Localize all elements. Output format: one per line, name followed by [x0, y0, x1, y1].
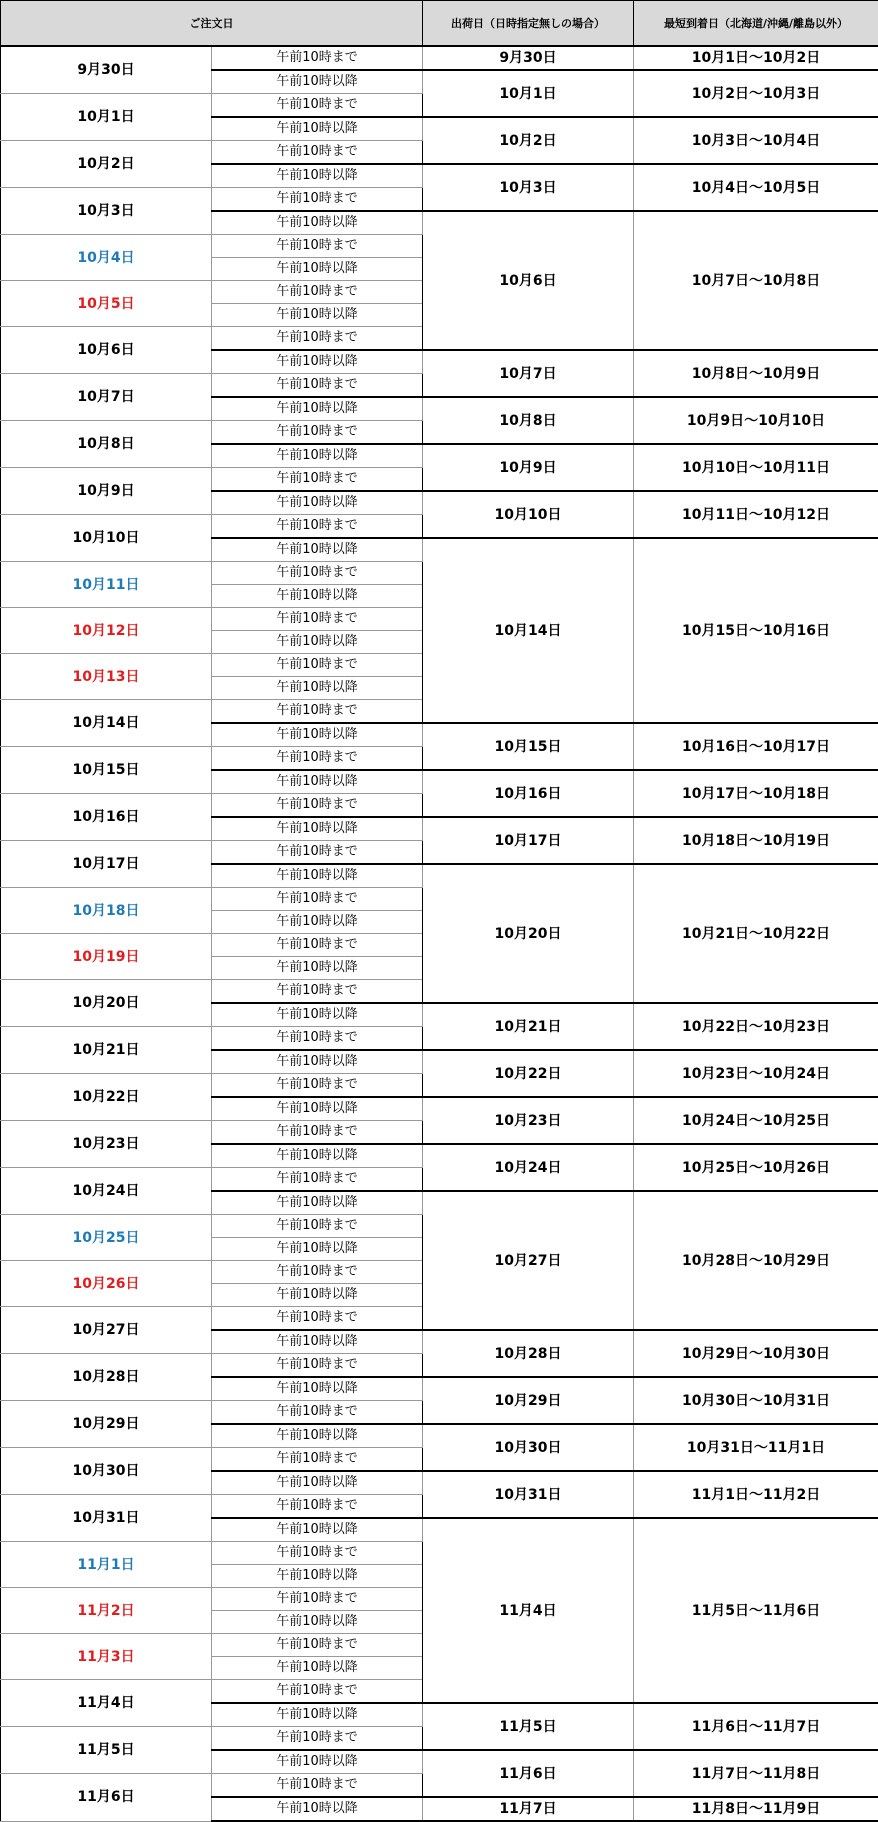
time-before-10am: 午前10時まで — [212, 94, 423, 118]
order-date-cell: 10月14日 — [1, 700, 212, 747]
time-after-10am: 午前10時以降 — [212, 1518, 423, 1542]
time-before-10am: 午前10時まで — [212, 1774, 423, 1798]
order-date-cell: 10月16日 — [1, 794, 212, 841]
time-after-10am: 午前10時以降 — [212, 1377, 423, 1401]
time-after-10am: 午前10時以降 — [212, 1797, 423, 1821]
time-after-10am: 午前10時以降 — [212, 491, 423, 515]
time-before-10am: 午前10時まで — [212, 562, 423, 585]
order-date-cell: 10月17日 — [1, 841, 212, 888]
order-date-cell: 10月1日 — [1, 94, 212, 141]
ship-date-cell: 10月7日 — [423, 350, 634, 397]
order-date-cell: 10月31日 — [1, 1495, 212, 1542]
ship-date-cell: 10月15日 — [423, 723, 634, 770]
arrival-date-cell: 10月28日～10月29日 — [634, 1191, 878, 1330]
arrival-date-cell: 10月11日～10月12日 — [634, 491, 878, 538]
order-date-cell: 9月30日 — [1, 46, 212, 94]
time-before-10am: 午前10時まで — [212, 1074, 423, 1098]
time-after-10am: 午前10時以降 — [212, 1471, 423, 1495]
schedule-body — [1, 46, 878, 1821]
time-before-10am: 午前10時まで — [212, 1542, 423, 1565]
time-before-10am: 午前10時まで — [212, 888, 423, 911]
ship-date-header: 出荷日（日時指定無しの場合） — [423, 1, 634, 47]
ship-date-cell: 10月29日 — [423, 1377, 634, 1424]
arrival-date-cell: 10月29日～10月30日 — [634, 1330, 878, 1377]
time-after-10am: 午前10時以降 — [212, 1657, 423, 1680]
arrival-date-header: 最短到着日（北海道/沖縄/離島以外） — [634, 1, 878, 47]
arrival-date-cell: 11月1日～11月2日 — [634, 1471, 878, 1518]
time-after-10am: 午前10時以降 — [212, 350, 423, 374]
time-after-10am: 午前10時以降 — [212, 397, 423, 421]
time-before-10am: 午前10時まで — [212, 1401, 423, 1425]
time-after-10am: 午前10時以降 — [212, 1003, 423, 1027]
arrival-date-cell: 10月21日～10月22日 — [634, 864, 878, 1003]
order-date-cell: 10月8日 — [1, 421, 212, 468]
time-before-10am: 午前10時まで — [212, 281, 423, 304]
ship-date-cell: 9月30日 — [423, 46, 634, 70]
time-before-10am: 午前10時まで — [212, 1727, 423, 1751]
time-before-10am: 午前10時まで — [212, 1588, 423, 1611]
arrival-date-cell: 10月9日～10月10日 — [634, 397, 878, 444]
order-date-cell: 10月29日 — [1, 1401, 212, 1448]
order-date-cell: 10月26日 — [1, 1261, 212, 1307]
time-after-10am: 午前10時以降 — [212, 817, 423, 841]
time-after-10am: 午前10時以降 — [212, 1611, 423, 1634]
ship-date-cell: 10月22日 — [423, 1050, 634, 1097]
order-date-cell: 10月25日 — [1, 1215, 212, 1261]
ship-date-cell: 10月17日 — [423, 817, 634, 864]
order-date-cell: 10月27日 — [1, 1307, 212, 1354]
order-date-cell: 10月10日 — [1, 515, 212, 562]
time-after-10am: 午前10時以降 — [212, 304, 423, 327]
time-before-10am: 午前10時まで — [212, 700, 423, 724]
header-row — [1, 1, 878, 47]
order-date-header: ご注文日 — [1, 1, 423, 47]
time-before-10am: 午前10時まで — [212, 841, 423, 865]
order-date-cell: 10月18日 — [1, 888, 212, 934]
ship-date-cell: 10月23日 — [423, 1097, 634, 1144]
ship-date-cell: 10月9日 — [423, 444, 634, 491]
order-date-cell: 11月1日 — [1, 1542, 212, 1588]
order-date-cell: 11月4日 — [1, 1680, 212, 1727]
order-date-cell: 10月24日 — [1, 1168, 212, 1215]
arrival-date-cell: 10月10日～10月11日 — [634, 444, 878, 491]
ship-date-cell: 11月4日 — [423, 1518, 634, 1703]
order-date-cell: 10月23日 — [1, 1121, 212, 1168]
time-after-10am: 午前10時以降 — [212, 1330, 423, 1354]
order-date-cell: 10月15日 — [1, 747, 212, 794]
order-date-cell: 10月28日 — [1, 1354, 212, 1401]
arrival-date-cell: 11月5日～11月6日 — [634, 1518, 878, 1703]
ship-date-cell: 10月10日 — [423, 491, 634, 538]
order-date-cell: 10月5日 — [1, 281, 212, 327]
order-date-cell: 10月2日 — [1, 141, 212, 188]
ship-date-cell: 10月14日 — [423, 538, 634, 723]
ship-date-cell: 10月20日 — [423, 864, 634, 1003]
arrival-date-cell: 10月4日～10月5日 — [634, 164, 878, 211]
time-after-10am: 午前10時以降 — [212, 770, 423, 794]
time-after-10am: 午前10時以降 — [212, 211, 423, 235]
time-after-10am: 午前10時以降 — [212, 164, 423, 188]
time-before-10am: 午前10時まで — [212, 421, 423, 445]
time-before-10am: 午前10時まで — [212, 1121, 423, 1145]
time-after-10am: 午前10時以降 — [212, 1565, 423, 1588]
ship-date-cell: 10月30日 — [423, 1424, 634, 1471]
time-before-10am: 午前10時まで — [212, 515, 423, 539]
time-after-10am: 午前10時以降 — [212, 1424, 423, 1448]
arrival-date-cell: 10月31日～11月1日 — [634, 1424, 878, 1471]
arrival-date-cell: 11月7日～11月8日 — [634, 1750, 878, 1797]
arrival-date-cell: 10月3日～10月4日 — [634, 117, 878, 164]
time-before-10am: 午前10時まで — [212, 1215, 423, 1238]
order-date-cell: 10月3日 — [1, 188, 212, 235]
order-date-cell: 11月2日 — [1, 1588, 212, 1634]
time-after-10am: 午前10時以降 — [212, 723, 423, 747]
order-date-cell: 10月4日 — [1, 235, 212, 281]
arrival-date-cell: 10月30日～10月31日 — [634, 1377, 878, 1424]
time-before-10am: 午前10時まで — [212, 654, 423, 677]
time-after-10am: 午前10時以降 — [212, 1750, 423, 1774]
time-before-10am: 午前10時まで — [212, 980, 423, 1004]
time-before-10am: 午前10時まで — [212, 747, 423, 771]
order-date-cell: 10月6日 — [1, 327, 212, 374]
arrival-date-cell: 10月18日～10月19日 — [634, 817, 878, 864]
time-before-10am: 午前10時まで — [212, 934, 423, 957]
order-date-cell: 11月3日 — [1, 1634, 212, 1680]
time-before-10am: 午前10時まで — [212, 1495, 423, 1519]
ship-date-cell: 10月6日 — [423, 211, 634, 350]
arrival-date-cell: 10月8日～10月9日 — [634, 350, 878, 397]
order-date-cell: 10月20日 — [1, 980, 212, 1027]
order-date-cell: 10月9日 — [1, 468, 212, 515]
order-date-cell: 10月7日 — [1, 374, 212, 421]
time-after-10am: 午前10時以降 — [212, 585, 423, 608]
order-date-cell: 11月5日 — [1, 1727, 212, 1774]
time-before-10am: 午前10時まで — [212, 1261, 423, 1284]
arrival-date-cell: 10月24日～10月25日 — [634, 1097, 878, 1144]
ship-date-cell: 10月2日 — [423, 117, 634, 164]
ship-date-cell: 10月3日 — [423, 164, 634, 211]
time-before-10am: 午前10時まで — [212, 1027, 423, 1051]
time-after-10am: 午前10時以降 — [212, 1191, 423, 1215]
arrival-date-cell: 10月16日～10月17日 — [634, 723, 878, 770]
ship-date-cell: 10月31日 — [423, 1471, 634, 1518]
time-after-10am: 午前10時以降 — [212, 538, 423, 562]
ship-date-cell: 10月28日 — [423, 1330, 634, 1377]
time-before-10am: 午前10時まで — [212, 141, 423, 165]
time-before-10am: 午前10時まで — [212, 46, 423, 70]
time-after-10am: 午前10時以降 — [212, 258, 423, 281]
table-row — [1, 46, 878, 70]
time-before-10am: 午前10時まで — [212, 1168, 423, 1192]
order-date-cell: 11月6日 — [1, 1774, 212, 1822]
ship-date-cell: 10月16日 — [423, 770, 634, 817]
arrival-date-cell: 10月22日～10月23日 — [634, 1003, 878, 1050]
time-before-10am: 午前10時まで — [212, 1307, 423, 1331]
time-before-10am: 午前10時まで — [212, 374, 423, 398]
time-after-10am: 午前10時以降 — [212, 1238, 423, 1261]
time-after-10am: 午前10時以降 — [212, 117, 423, 141]
time-after-10am: 午前10時以降 — [212, 70, 423, 94]
order-date-cell: 10月30日 — [1, 1448, 212, 1495]
ship-date-cell: 10月24日 — [423, 1144, 634, 1191]
arrival-date-cell: 10月15日～10月16日 — [634, 538, 878, 723]
ship-date-cell: 11月5日 — [423, 1703, 634, 1750]
arrival-date-cell: 10月17日～10月18日 — [634, 770, 878, 817]
time-before-10am: 午前10時まで — [212, 608, 423, 631]
arrival-date-cell: 10月7日～10月8日 — [634, 211, 878, 350]
ship-date-cell: 10月1日 — [423, 70, 634, 117]
order-date-cell: 10月21日 — [1, 1027, 212, 1074]
time-after-10am: 午前10時以降 — [212, 864, 423, 888]
time-before-10am: 午前10時まで — [212, 327, 423, 351]
order-date-cell: 10月19日 — [1, 934, 212, 980]
time-before-10am: 午前10時まで — [212, 188, 423, 212]
order-date-cell: 10月13日 — [1, 654, 212, 700]
arrival-date-cell: 10月1日～10月2日 — [634, 46, 878, 70]
time-before-10am: 午前10時まで — [212, 1354, 423, 1378]
ship-date-cell: 11月6日 — [423, 1750, 634, 1797]
time-before-10am: 午前10時まで — [212, 235, 423, 258]
time-after-10am: 午前10時以降 — [212, 957, 423, 980]
ship-date-cell: 10月8日 — [423, 397, 634, 444]
time-after-10am: 午前10時以降 — [212, 1703, 423, 1727]
arrival-date-cell: 10月23日～10月24日 — [634, 1050, 878, 1097]
time-before-10am: 午前10時まで — [212, 1448, 423, 1472]
order-date-cell: 10月12日 — [1, 608, 212, 654]
time-after-10am: 午前10時以降 — [212, 677, 423, 700]
time-after-10am: 午前10時以降 — [212, 444, 423, 468]
arrival-date-cell: 10月2日～10月3日 — [634, 70, 878, 117]
time-after-10am: 午前10時以降 — [212, 1284, 423, 1307]
time-after-10am: 午前10時以降 — [212, 1050, 423, 1074]
time-after-10am: 午前10時以降 — [212, 631, 423, 654]
order-date-cell: 10月11日 — [1, 562, 212, 608]
arrival-date-cell: 11月8日～11月9日 — [634, 1797, 878, 1821]
time-before-10am: 午前10時まで — [212, 1680, 423, 1704]
ship-date-cell: 10月27日 — [423, 1191, 634, 1330]
time-before-10am: 午前10時まで — [212, 794, 423, 818]
ship-date-cell: 11月7日 — [423, 1797, 634, 1821]
time-after-10am: 午前10時以降 — [212, 911, 423, 934]
time-after-10am: 午前10時以降 — [212, 1144, 423, 1168]
time-before-10am: 午前10時まで — [212, 468, 423, 492]
arrival-date-cell: 10月25日～10月26日 — [634, 1144, 878, 1191]
arrival-date-cell: 11月6日～11月7日 — [634, 1703, 878, 1750]
ship-date-cell: 10月21日 — [423, 1003, 634, 1050]
time-before-10am: 午前10時まで — [212, 1634, 423, 1657]
time-after-10am: 午前10時以降 — [212, 1097, 423, 1121]
order-date-cell: 10月22日 — [1, 1074, 212, 1121]
